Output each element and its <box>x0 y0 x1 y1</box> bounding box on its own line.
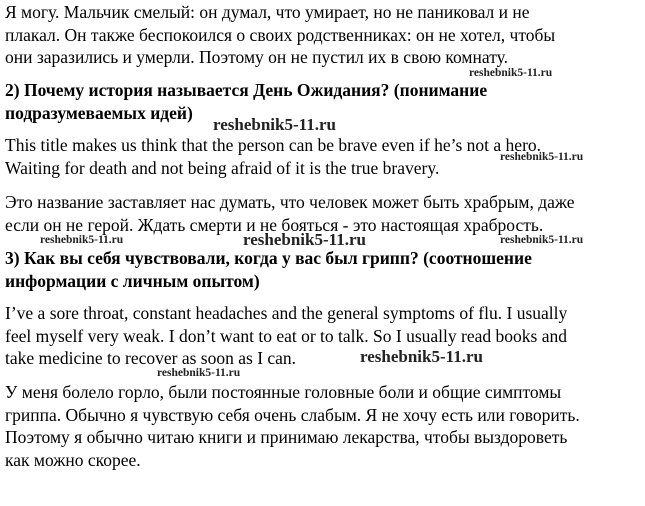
heading-line: подразумеваемых идей) <box>5 102 193 123</box>
text-line: они заразились и умерли. Поэтому он не пустил их в свою комнату. <box>5 47 508 68</box>
paragraph-answer-3-russian <box>5 381 580 471</box>
heading-line: 2) Почему история называется День Ожидания? (понимание <box>5 80 488 100</box>
question-3-heading <box>5 247 532 292</box>
text-line: Я могу. Мальчик смелый: он думал, что умирает, но не паниковал и не <box>5 2 530 22</box>
text-line: feel myself very weak. I don’t want to eat or to talk. So I usually read books and <box>5 325 567 346</box>
text-line: I’ve a sore throat, constant headaches and the general symptoms of flu. I usually <box>5 303 568 323</box>
paragraph-answer-2-english <box>5 134 541 179</box>
watermark: reshebnik5-11.ru <box>40 234 124 246</box>
text-line: Waiting for death and not being afraid of it is the true bravery. <box>5 157 440 178</box>
text-line: гриппа. Обычно я чувствую себя очень слабым. Я не хочу есть или говорить. <box>5 404 580 425</box>
watermark: reshebnik5-11.ru <box>213 115 336 134</box>
watermark: reshebnik5-11.ru <box>500 234 584 246</box>
watermark: reshebnik5-11.ru <box>243 230 366 249</box>
heading-line: информации с личным опытом) <box>5 270 260 291</box>
text-line: как можно скорее. <box>5 449 141 470</box>
watermark: reshebnik5-11.ru <box>469 67 553 79</box>
watermark: reshebnik5-11.ru <box>157 367 241 379</box>
text-line: This title makes us think that the person can be brave even if he’s not a hero. <box>5 135 542 155</box>
text-line: take medicine to recover as soon as I can. <box>5 348 297 369</box>
text-line: плакал. Он также беспокоился о своих родственниках: он не хотел, чтобы <box>5 24 556 45</box>
paragraph-answer-1 <box>5 1 555 69</box>
text-line: Поэтому я обычно читаю книги и принимаю лекарства, чтобы выздороветь <box>5 427 568 448</box>
text-line: У меня болело горло, были постоянные головные боли и общие симптомы <box>5 382 562 402</box>
watermark: reshebnik5-11.ru <box>360 347 483 366</box>
text-line: если он не герой. Ждать смерти и не бояться - это настоящая храбрость. <box>5 214 544 235</box>
heading-line: 3) Как вы себя чувствовали, когда у вас был грипп? (соотношение <box>5 248 532 268</box>
text-line: Это название заставляет нас думать, что человек может быть храбрым, даже <box>5 192 575 212</box>
watermark: reshebnik5-11.ru <box>500 151 584 163</box>
